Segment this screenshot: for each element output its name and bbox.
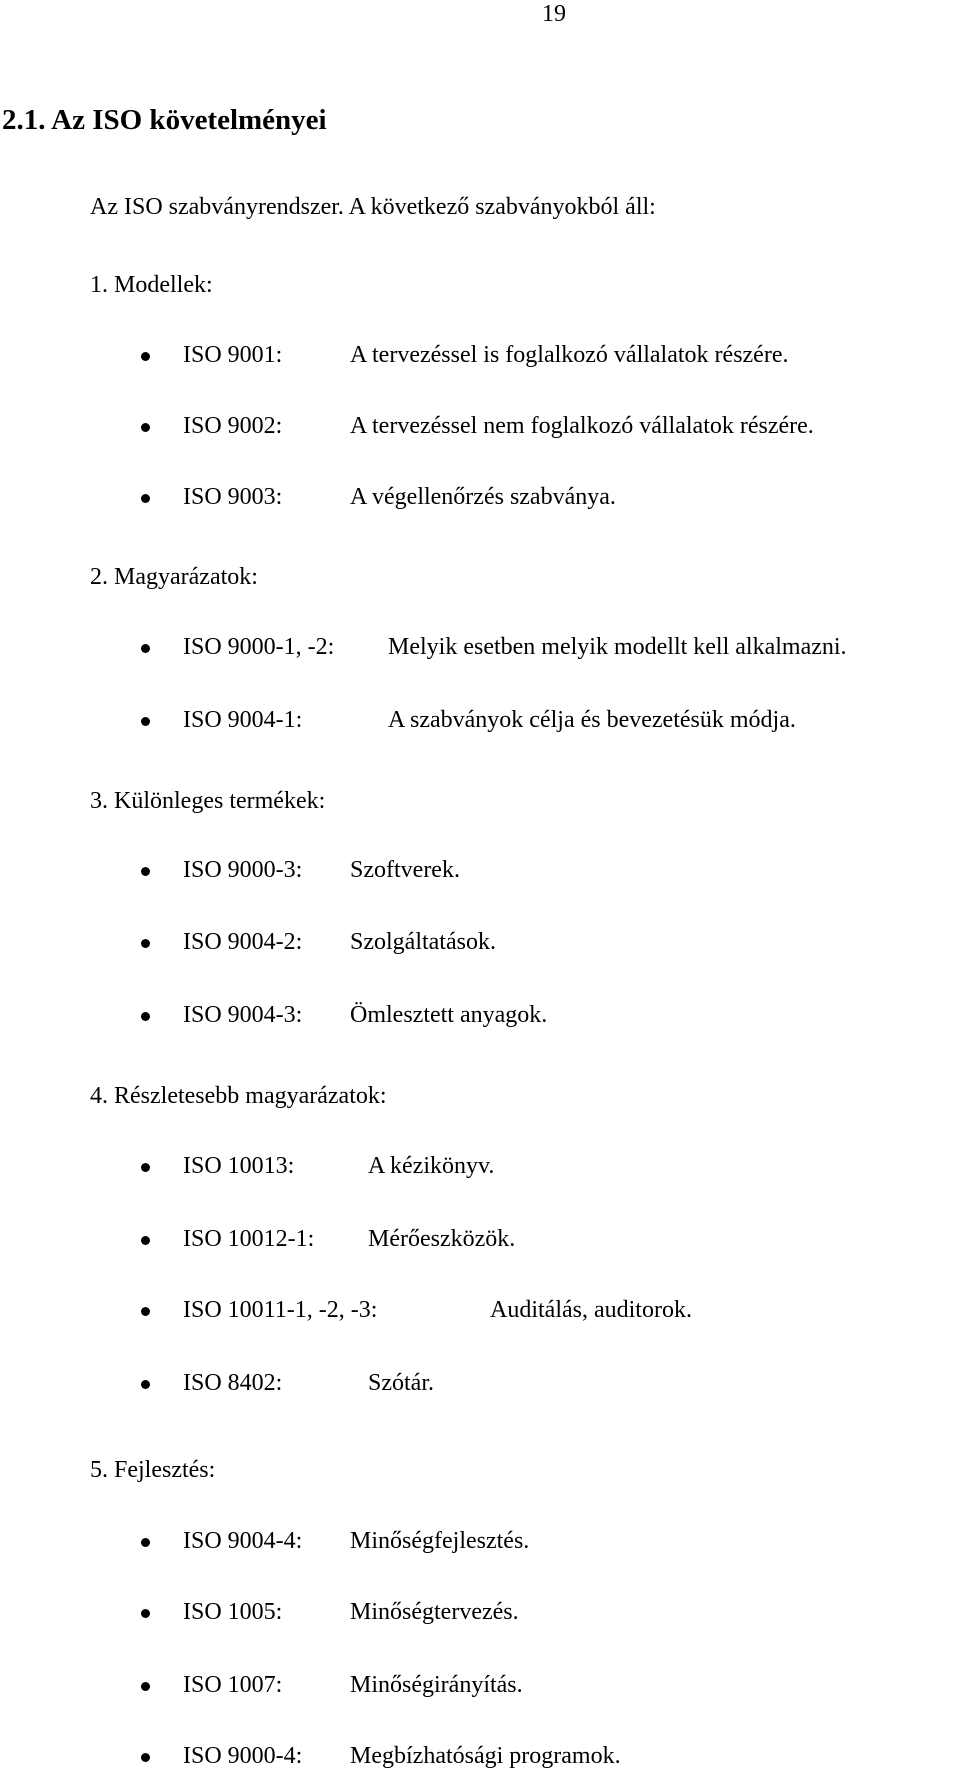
standard-code: ISO 9000-4: bbox=[183, 1743, 303, 1769]
standard-code: ISO 8402: bbox=[183, 1370, 283, 1396]
intro-text: Az ISO szabványrendszer. A következő szabványokból áll: bbox=[90, 194, 656, 220]
standard-description: Szótár. bbox=[368, 1370, 434, 1396]
standard-code: ISO 9001: bbox=[183, 342, 283, 368]
standard-code: ISO 9004-2: bbox=[183, 929, 303, 955]
standard-description: A tervezéssel nem foglalkozó vállalatok részére. bbox=[350, 413, 814, 439]
standard-description: Minőségfejlesztés. bbox=[350, 1528, 530, 1554]
standard-code: ISO 10012-1: bbox=[183, 1226, 315, 1252]
bullet-icon bbox=[141, 494, 150, 503]
standard-code: ISO 10013: bbox=[183, 1153, 295, 1179]
standard-description: A végellenőrzés szabványa. bbox=[350, 484, 616, 510]
bullet-icon bbox=[141, 1682, 150, 1691]
standard-code: ISO 9002: bbox=[183, 413, 283, 439]
section-title: 2. Magyarázatok: bbox=[90, 564, 258, 590]
standard-description: A szabványok célja és bevezetésük módja. bbox=[388, 707, 796, 733]
standard-code: ISO 9000-1, -2: bbox=[183, 634, 335, 660]
bullet-icon bbox=[141, 423, 150, 432]
standard-description: Auditálás, auditorok. bbox=[490, 1297, 692, 1323]
standard-code: ISO 9003: bbox=[183, 484, 283, 510]
bullet-icon bbox=[141, 717, 150, 726]
bullet-icon bbox=[141, 1236, 150, 1245]
standard-description: Mérőeszközök. bbox=[368, 1226, 516, 1252]
standard-description: Szolgáltatások. bbox=[350, 929, 496, 955]
bullet-icon bbox=[141, 1380, 150, 1389]
bullet-icon bbox=[141, 1753, 150, 1762]
section-title: 3. Különleges termékek: bbox=[90, 788, 326, 814]
section-title: 1. Modellek: bbox=[90, 272, 213, 298]
standard-description: Megbízhatósági programok. bbox=[350, 1743, 621, 1769]
page-number: 19 bbox=[542, 1, 566, 27]
standard-code: ISO 9004-4: bbox=[183, 1528, 303, 1554]
standard-description: A tervezéssel is foglalkozó vállalatok részére. bbox=[350, 342, 789, 368]
bullet-icon bbox=[141, 352, 150, 361]
standard-description: Ömlesztett anyagok. bbox=[350, 1002, 548, 1028]
standard-code: ISO 1007: bbox=[183, 1672, 283, 1698]
bullet-icon bbox=[141, 867, 150, 876]
bullet-icon bbox=[141, 1163, 150, 1172]
section-title: 5. Fejlesztés: bbox=[90, 1457, 216, 1483]
standard-description: Szoftverek. bbox=[350, 857, 460, 883]
standard-code: ISO 9004-3: bbox=[183, 1002, 303, 1028]
standard-code: ISO 9004-1: bbox=[183, 707, 303, 733]
standard-code: ISO 10011-1, -2, -3: bbox=[183, 1297, 378, 1323]
section-title: 4. Részletesebb magyarázatok: bbox=[90, 1083, 387, 1109]
section-heading: 2.1. Az ISO követelményei bbox=[2, 104, 327, 136]
standard-code: ISO 9000-3: bbox=[183, 857, 303, 883]
bullet-icon bbox=[141, 1538, 150, 1547]
bullet-icon bbox=[141, 939, 150, 948]
bullet-icon bbox=[141, 1609, 150, 1618]
bullet-icon bbox=[141, 1307, 150, 1316]
standard-description: Melyik esetben melyik modellt kell alkalmazni. bbox=[388, 634, 847, 660]
bullet-icon bbox=[141, 1012, 150, 1021]
standard-code: ISO 1005: bbox=[183, 1599, 283, 1625]
standard-description: Minőségirányítás. bbox=[350, 1672, 523, 1698]
standard-description: Minőségtervezés. bbox=[350, 1599, 519, 1625]
bullet-icon bbox=[141, 644, 150, 653]
standard-description: A kézikönyv. bbox=[368, 1153, 495, 1179]
